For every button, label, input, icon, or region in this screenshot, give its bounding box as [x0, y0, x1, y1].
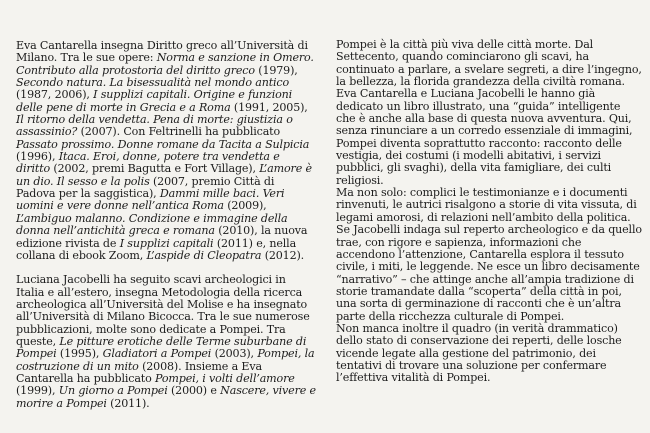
description-paragraph-1	[336, 39, 642, 187]
book-title-text: I supplizi capitali. Origine e funzioni delle pene di morte in Grecia e a Roma	[16, 88, 293, 114]
text-run: (1996),	[16, 150, 59, 164]
book-title-text: I supplizi capitali	[119, 236, 214, 250]
text-run: (2002, premi Bagutta e Fort Village),	[50, 162, 260, 176]
text-run: (2012).	[261, 248, 305, 262]
text-run: Ma non solo: complici le testimonianze e i documenti rinvenuti, le autrici risalgono a storie di vita vissuta, di legami amorosi, di relazioni nell’ambito della politica. Se Jacobelli indaga sul reperto archeologico e da quello trae, con rigore e sapienza, informazioni che accendono l’attenzione, Cantarella esplora il tessuto civile, i miti, le leggende. Ne esce un libro decisamente “narrativo” – che attinge anche all’ampia tradizione di storie tramandate dalla “scoperta” della città in poi, una sorta di germinazione di racconti che è un’altra parte della ricchezza culturale di Pompei.	[336, 186, 642, 323]
bio-eva-cantarella	[16, 40, 316, 262]
text-run: Eva Cantarella insegna Diritto greco all’Università di Milano. Tra le sue opere:	[16, 39, 308, 65]
book-description-column	[336, 39, 642, 385]
book-title-text: L’aspide di Cleopatra	[146, 248, 262, 262]
bio-luciana-jacobelli	[16, 274, 316, 410]
description-paragraph-2	[336, 187, 642, 323]
text-run: (1987, 2006),	[16, 88, 94, 102]
text-run: (1979),	[254, 63, 298, 77]
book-title-text: Dammi mille baci. Veri uomini e vere donne nell’antica Roma	[16, 187, 285, 213]
text-run: Luciana Jacobelli ha seguito scavi archeologici in Italia e all’estero, insegna Metodologia della ricerca archeologica all’Università del Molise e ha insegnato all’Università di Milano Bicocca. Tra le sue numerose pubblicazioni, molte sono dedicate a Pompei. Tra queste,	[16, 273, 310, 348]
text-run: (2003),	[211, 347, 258, 361]
text-run: (2011).	[106, 396, 150, 410]
book-title-text: Le pitture erotiche delle Terme suburbane di Pompei	[16, 334, 307, 361]
book-title-text: Itaca. Eroi, donne, potere tra vendetta e diritto	[16, 150, 280, 176]
text-run: Non manca inoltre il quadro (in verità drammatico) dello stato di conservazione dei reperti, delle losche vicende legate alla gestione del patrimonio, dei tentativi di trovare una soluzione per confermare l’effettiva vitalità di Pompei.	[336, 321, 622, 385]
book-title-text: Nascere, vivere e morire a Pompei	[16, 384, 316, 410]
text-run: (1991, 2005),	[230, 100, 308, 114]
author-bios-column	[16, 40, 316, 410]
book-title-text: Passato prossimo. Donne romane da Tacita a Sulpicia	[16, 137, 310, 151]
text-run: (2009),	[223, 199, 267, 213]
book-title-text: Il ritorno della vendetta. Pena di morte: giustizia o assassinio?	[16, 113, 293, 139]
book-title-text: L’ambiguo malanno. Condizione e immagine della donna nell’antichità greca e romana	[16, 211, 288, 238]
text-run: (2000) e	[167, 384, 221, 398]
book-title-text: Pompei, i volti dell’amore	[155, 371, 295, 385]
text-run: (1995),	[56, 347, 103, 361]
description-paragraph-3	[336, 323, 642, 385]
book-title-text: Gladiatori a Pompei	[102, 347, 212, 361]
text-run: (1999),	[16, 384, 59, 398]
book-title-text: Norma e sanzione in Omero. Contributo alla protostoria del diritto greco	[16, 51, 314, 77]
book-title-text: L’amore è un dio. Il sesso e la polis	[16, 162, 312, 188]
book-title-text: Pompei, la costruzione di un mito	[16, 347, 315, 373]
text-run: (2007, premio Città di Padova per la saggistica),	[16, 174, 275, 201]
text-run: (2008). Insieme a Eva Cantarella ha pubblicato	[16, 359, 262, 385]
text-run: (2011) e, nella collana di ebook Zoom,	[16, 236, 297, 262]
text-run: (2007). Con Feltrinelli ha pubblicato	[77, 125, 281, 139]
book-title-text: Un giorno a Pompei	[58, 384, 168, 398]
text-run: (2010), la nuova edizione rivista de	[16, 224, 308, 250]
text-run: Pompei è la città più viva delle città morte. Dal Settecento, quando cominciarono gli scavi, ha continuato a parlare, a svelare segreti, a dire l’ingegno, la bellezza, la florida grandezza della civiltà romana. Eva Cantarella e Luciana Jacobelli le hanno già dedicato un libro illustrato, una “guida” intelligente che è anche alla base di questa nuova avventura. Qui, senza rinunciare a un corredo essenziale di immagini, Pompei diventa soprattutto racconto: racconto delle vestigia, dei costumi (i modelli abitativi, i servizi pubblici, gli svaghi), della vita famigliare, dei culti religiosi.	[336, 38, 642, 187]
book-title-text: Secondo natura. La bisessualità nel mondo antico	[16, 76, 289, 90]
